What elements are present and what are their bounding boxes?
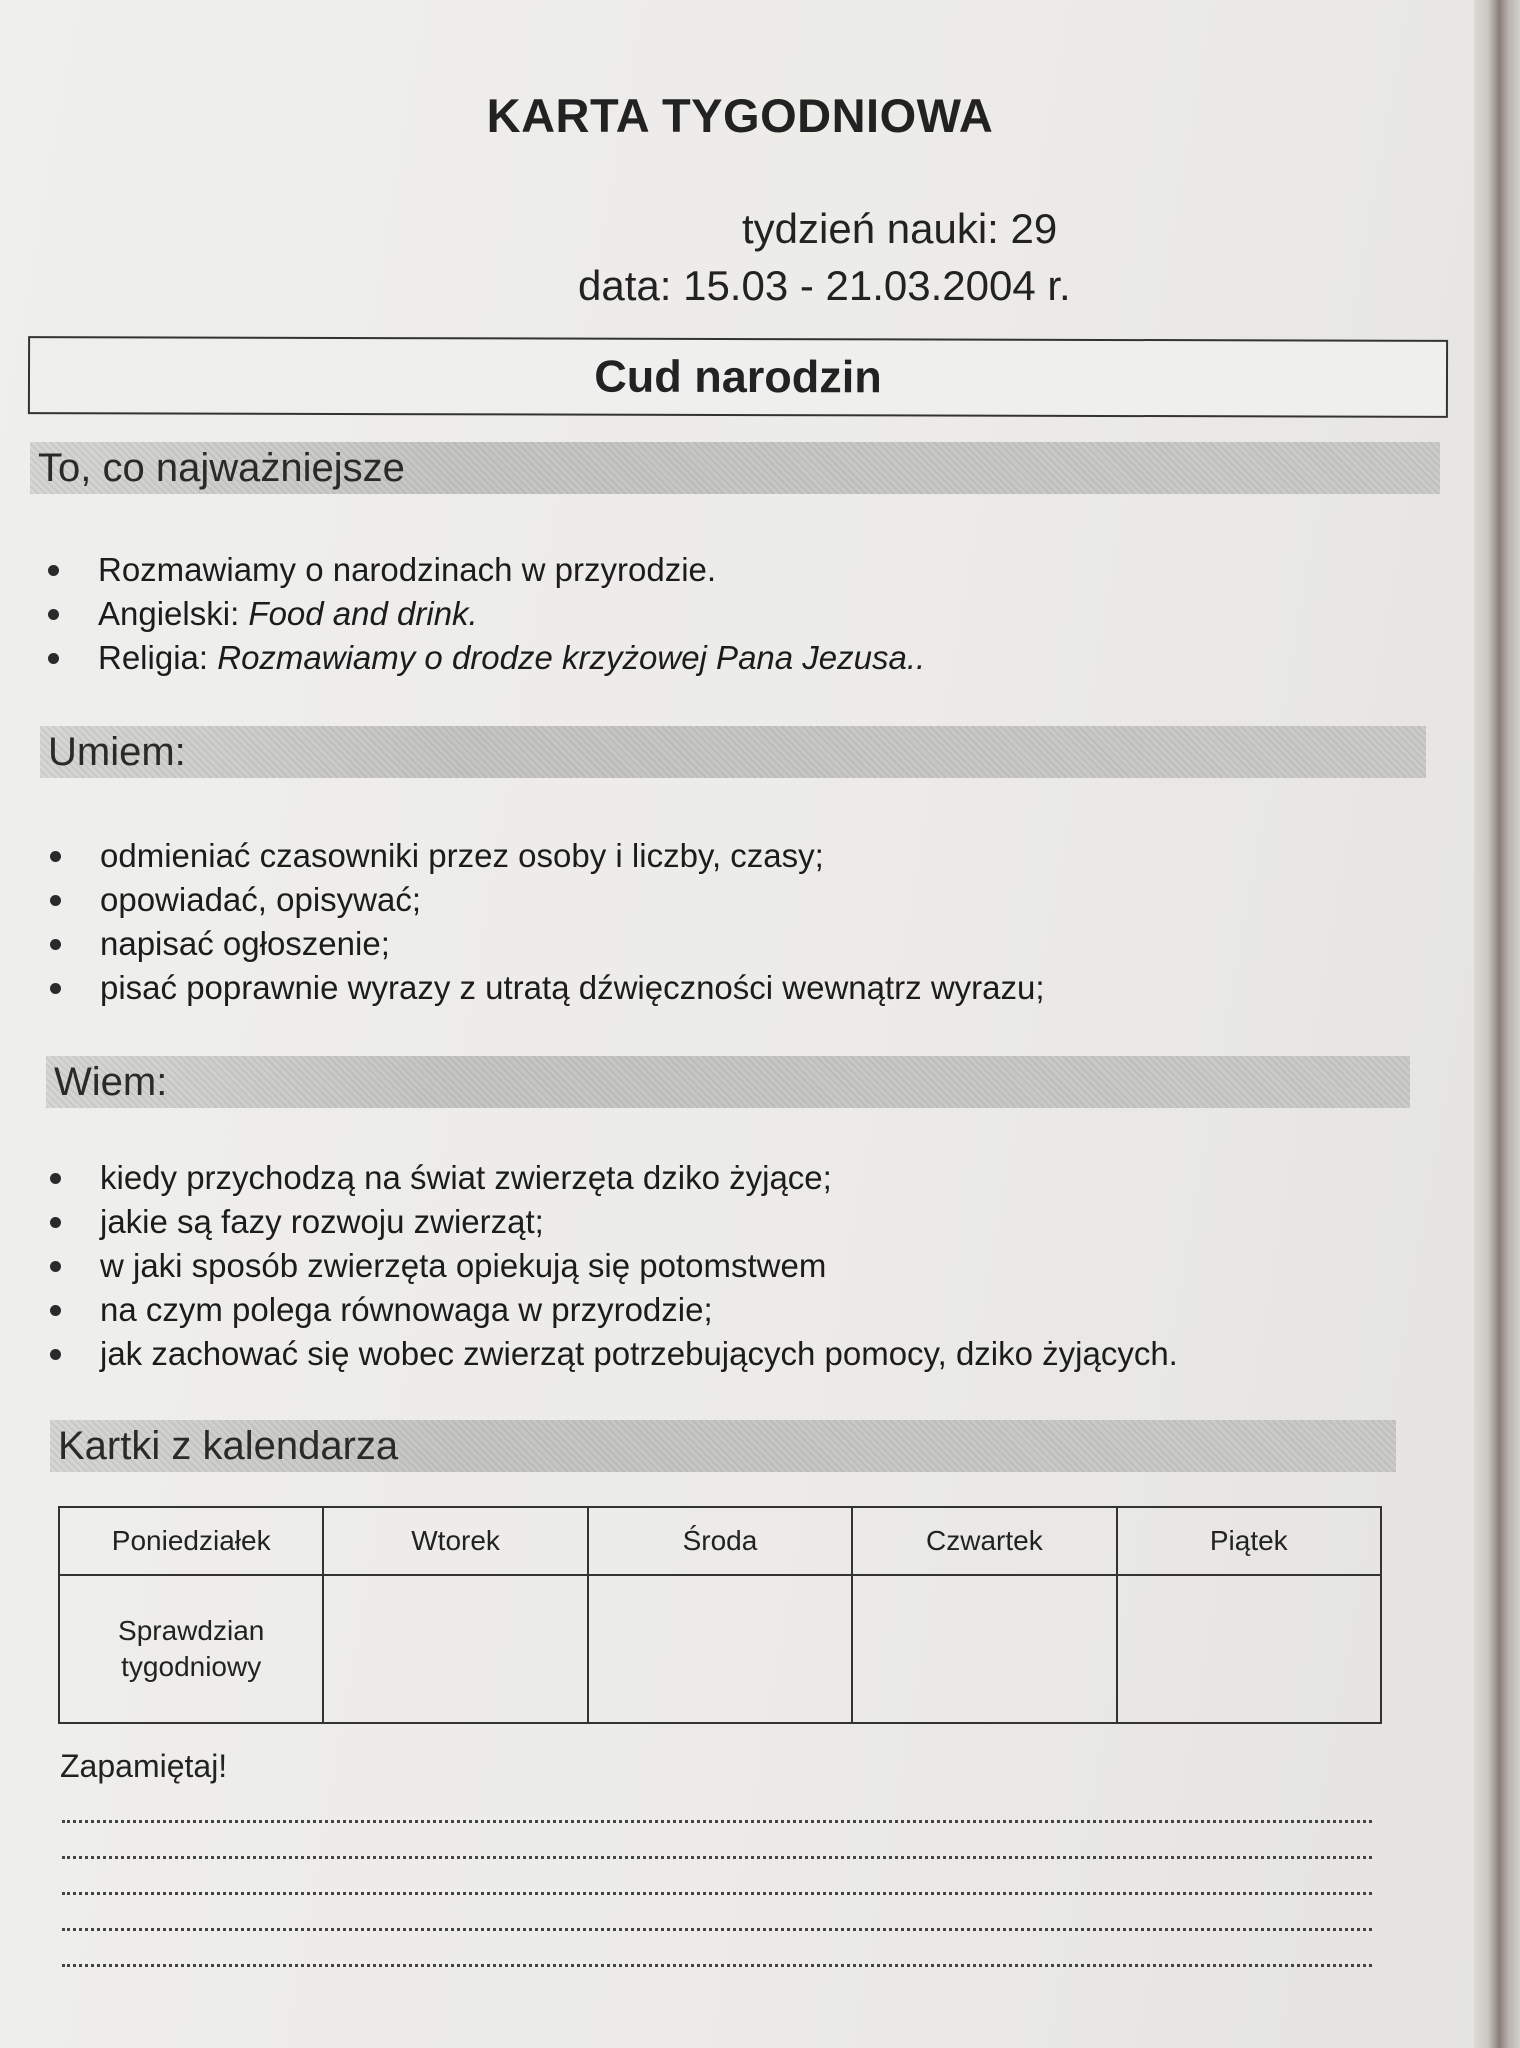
list-item: jak zachować się wobec zwierząt potrzebujących pomocy, dziko żyjących. <box>42 1332 1178 1376</box>
wednesday-entry <box>588 1575 852 1723</box>
tuesday-entry <box>323 1575 587 1723</box>
list-item: opowiadać, opisywać; <box>42 878 1045 922</box>
day-tuesday: Wtorek <box>323 1507 587 1575</box>
know-list <box>42 1156 1178 1376</box>
list-item: na czym polega równowaga w przyrodzie; <box>42 1288 1178 1332</box>
list-item: pisać poprawnie wyrazy z utratą dźwięczności wewnątrz wyrazu; <box>42 966 1045 1010</box>
day-thursday: Czwartek <box>852 1507 1116 1575</box>
friday-entry <box>1117 1575 1381 1723</box>
most-important-list <box>40 548 925 680</box>
calendar-table <box>58 1506 1382 1724</box>
list-item: Rozmawiamy o narodzinach w przyrodzie. <box>40 548 925 592</box>
section-heading: Kartki z kalendarza <box>58 1424 399 1468</box>
list-item: w jaki sposób zwierzęta opiekują się potomstwem <box>42 1244 1178 1288</box>
list-item: napisać ogłoszenie; <box>42 922 1045 966</box>
day-monday: Poniedziałek <box>59 1507 323 1575</box>
day-friday: Piątek <box>1117 1507 1381 1575</box>
section-heading: Umiem: <box>48 730 186 774</box>
section-header-know <box>46 1056 1410 1108</box>
date-range: data: 15.03 - 21.03.2004 r. <box>578 262 1071 309</box>
table-row <box>59 1575 1381 1723</box>
can-do-list <box>42 834 1045 1010</box>
week-number: tydzień nauki: 29 <box>742 205 1058 252</box>
page-title: KARTA TYGODNIOWA <box>486 89 994 142</box>
topic-title-box <box>28 336 1448 418</box>
table-header-row <box>59 1507 1381 1575</box>
list-item: kiedy przychodzą na świat zwierzęta dziko żyjące; <box>42 1156 1178 1200</box>
blank-dotted-line <box>62 1892 1372 1895</box>
topic-title: Cud narodzin <box>594 350 882 403</box>
list-item: Angielski: Food and drink. <box>40 592 925 636</box>
day-wednesday: Środa <box>588 1507 852 1575</box>
blank-dotted-line <box>62 1856 1372 1859</box>
section-heading: To, co najważniejsze <box>38 446 405 490</box>
thursday-entry <box>852 1575 1116 1723</box>
section-header-can-do <box>40 726 1426 778</box>
binder-edge <box>1474 0 1520 2048</box>
section-header-most-important <box>30 442 1440 494</box>
list-item: jakie są fazy rozwoju zwierząt; <box>42 1200 1178 1244</box>
section-header-calendar <box>50 1420 1396 1472</box>
remember-label: Zapamiętaj! <box>60 1748 228 1784</box>
blank-dotted-line <box>62 1964 1372 1967</box>
list-item: odmieniać czasowniki przez osoby i liczby, czasy; <box>42 834 1045 878</box>
blank-dotted-line <box>62 1820 1372 1823</box>
blank-dotted-line <box>62 1928 1372 1931</box>
section-heading: Wiem: <box>54 1060 168 1104</box>
monday-entry: Sprawdzian tygodniowy <box>59 1575 323 1723</box>
list-item: Religia: Rozmawiamy o drodze krzyżowej Pana Jezusa.. <box>40 636 925 680</box>
